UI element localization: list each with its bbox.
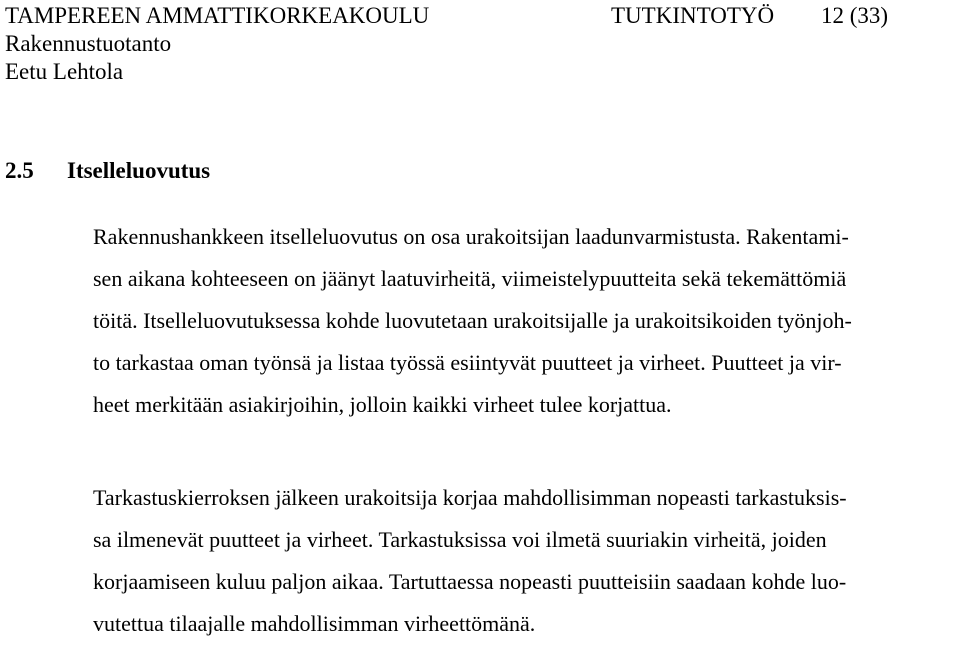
paragraph-line: töitä. Itselleluovutuksessa kohde luovutetaan urakoitsijalle ja urakoitsikoiden työnjoh- — [93, 308, 852, 333]
organization-name: TAMPEREEN AMMATTIKORKEAKOULU — [5, 3, 430, 28]
paragraph-2 — [93, 477, 953, 645]
page-header — [5, 2, 955, 86]
paragraph-line: korjaamiseen kuluu paljon aikaa. Tartuttaessa nopeasti puutteisiin saadaan kohde luo- — [93, 569, 847, 594]
department-name: Rakennustuotanto — [5, 31, 172, 56]
header-row-1 — [5, 2, 955, 30]
paragraph-line: Tarkastuskierroksen jälkeen urakoitsija korjaa mahdollisimman nopeasti tarkastuksis- — [93, 485, 847, 510]
section-title: Itselleluovutus — [67, 158, 211, 183]
section-number: 2.5 — [5, 158, 34, 183]
paragraph-line: sen aikana kohteeseen on jäänyt laatuvirheitä, viimeistelypuutteita sekä tekemättömiä — [93, 266, 847, 291]
paragraph-line: sa ilmenevät puutteet ja virheet. Tarkastuksissa voi ilmetä suuriakin virheitä, joiden — [93, 527, 827, 552]
author-name: Eetu Lehtola — [5, 59, 124, 84]
paragraph-1 — [93, 216, 953, 426]
paragraph-line: heet merkitään asiakirjoihin, jolloin kaikki virheet tulee korjattua. — [93, 392, 672, 417]
paragraph-line: to tarkastaa oman työnsä ja listaa työssä esiintyvät puutteet ja virheet. Puutteet ja vir- — [93, 350, 842, 375]
paragraph-line: Rakennushankkeen itselleluovutus on osa urakoitsijan laadunvarmistusta. Rakentami- — [93, 224, 849, 249]
section-heading — [5, 156, 210, 186]
header-row-2 — [5, 30, 955, 58]
document-type: TUTKINTOTYÖ — [611, 3, 775, 28]
header-row-3 — [5, 58, 955, 86]
paragraph-line: vutettua tilaajalle mahdollisimman virheettömänä. — [93, 611, 536, 636]
page-number: 12 (33) — [821, 3, 889, 28]
